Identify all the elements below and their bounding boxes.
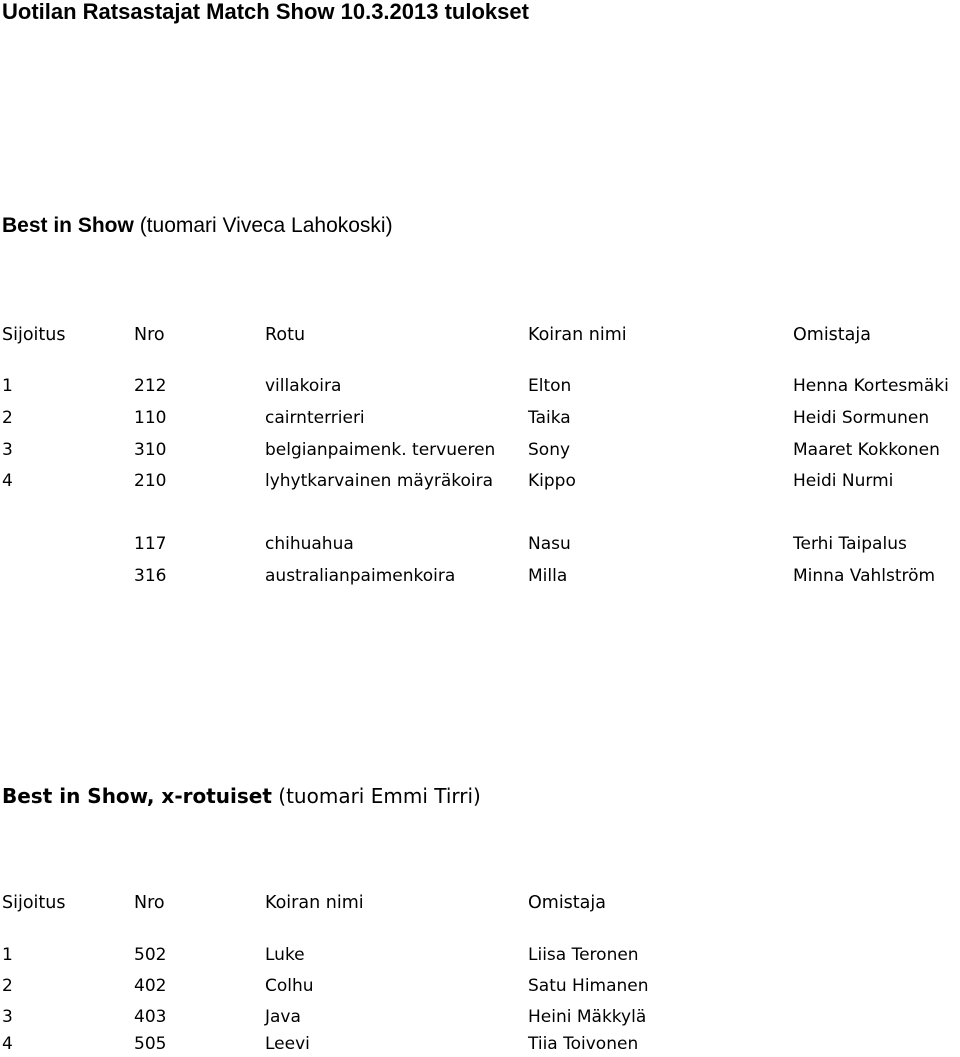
cell-rotu: belgianpaimenk. tervueren	[265, 440, 496, 460]
cell-koiran-nimi: Milla	[528, 566, 568, 586]
cell-omistaja: Tiia Toivonen	[528, 1034, 639, 1054]
cell-koiran-nimi: Sony	[528, 440, 571, 460]
cell-rotu: villakoira	[265, 376, 342, 396]
cell-nro: 403	[134, 1007, 167, 1027]
cell-koiran-nimi: Leevi	[265, 1034, 310, 1054]
cell-omistaja: Heidi Sormunen	[793, 408, 930, 428]
cell-omistaja: Heini Mäkkylä	[528, 1007, 647, 1027]
section-heading-x-rotuiset	[2, 784, 481, 808]
cell-omistaja: Maaret Kokkonen	[793, 440, 940, 460]
cell-sijoitus: 1	[2, 376, 13, 396]
cell-sijoitus: 4	[2, 471, 13, 491]
cell-koiran-nimi: Kippo	[528, 471, 576, 491]
column-header-nro: Nro	[134, 325, 165, 345]
cell-koiran-nimi: Java	[265, 1007, 301, 1027]
table-row	[0, 373, 960, 399]
section-heading-best-in-show	[2, 214, 393, 238]
cell-sijoitus: 1	[2, 945, 13, 965]
table-row	[0, 942, 960, 968]
section-heading-title: Best in Show, x-rotuiset	[2, 784, 272, 808]
table-header-row	[0, 322, 960, 348]
section-heading-judge: (tuomari Emmi Tirri)	[271, 784, 481, 808]
section-heading-judge: (tuomari Viveca Lahokoski)	[133, 214, 393, 237]
cell-nro: 502	[134, 945, 167, 965]
column-header-koiran-nimi: Koiran nimi	[528, 325, 627, 345]
cell-nro: 110	[134, 408, 167, 428]
cell-rotu: lyhytkarvainen mäyräkoira	[265, 471, 494, 491]
cell-sijoitus: 3	[2, 440, 13, 460]
column-header-omistaja: Omistaja	[793, 325, 871, 345]
table-header-row	[0, 890, 960, 916]
cell-nro: 316	[134, 566, 167, 586]
table-row	[0, 973, 960, 999]
column-header-omistaja: Omistaja	[528, 893, 606, 913]
table-row	[0, 468, 960, 494]
cell-sijoitus: 4	[2, 1034, 13, 1054]
cell-koiran-nimi: Elton	[528, 376, 572, 396]
page-title: Uotilan Ratsastajat Match Show 10.3.2013 tulokset	[2, 0, 529, 24]
cell-nro: 210	[134, 471, 167, 491]
table-row	[0, 1004, 960, 1030]
cell-koiran-nimi: Luke	[265, 945, 305, 965]
cell-nro: 310	[134, 440, 167, 460]
table-row	[0, 405, 960, 431]
cell-omistaja: Terhi Taipalus	[793, 534, 907, 554]
table-row	[0, 1031, 960, 1057]
cell-nro: 505	[134, 1034, 167, 1054]
cell-sijoitus: 2	[2, 976, 13, 996]
section-heading-title: Best in Show	[2, 214, 134, 237]
cell-sijoitus: 2	[2, 408, 13, 428]
cell-omistaja: Heidi Nurmi	[793, 471, 894, 491]
cell-nro: 212	[134, 376, 167, 396]
table-row	[0, 563, 960, 589]
column-header-rotu: Rotu	[265, 325, 306, 345]
cell-rotu: australianpaimenkoira	[265, 566, 456, 586]
cell-rotu: chihuahua	[265, 534, 354, 554]
cell-nro: 402	[134, 976, 167, 996]
cell-koiran-nimi: Taika	[528, 408, 571, 428]
table-row	[0, 437, 960, 463]
cell-koiran-nimi: Nasu	[528, 534, 571, 554]
cell-rotu: cairnterrieri	[265, 408, 365, 428]
cell-omistaja: Satu Himanen	[528, 976, 649, 996]
column-header-sijoitus: Sijoitus	[2, 893, 66, 913]
cell-nro: 117	[134, 534, 167, 554]
column-header-nro: Nro	[134, 893, 165, 913]
column-header-koiran-nimi: Koiran nimi	[265, 893, 364, 913]
cell-omistaja: Henna Kortesmäki	[793, 376, 949, 396]
cell-omistaja: Minna Vahlström	[793, 566, 936, 586]
cell-omistaja: Liisa Teronen	[528, 945, 639, 965]
column-header-sijoitus: Sijoitus	[2, 325, 66, 345]
table-row	[0, 531, 960, 557]
cell-sijoitus: 3	[2, 1007, 13, 1027]
cell-koiran-nimi: Colhu	[265, 976, 314, 996]
